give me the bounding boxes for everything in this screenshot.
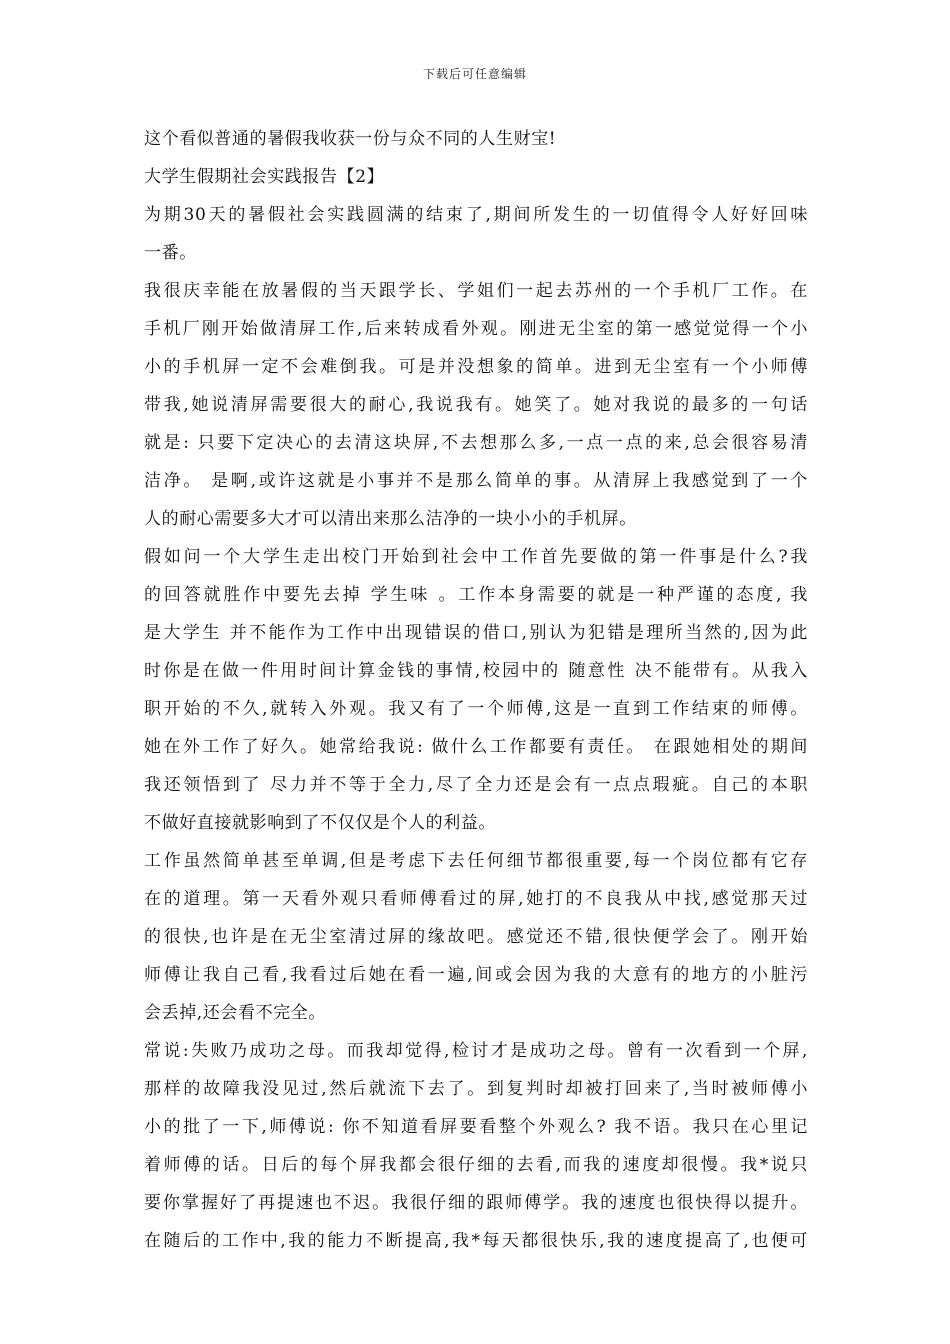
text-line: 常说:失败乃成功之母。而我却觉得,检讨才是成功之母。曾有一次看到一个屏, [144, 1041, 808, 1061]
text-line: 那样的故障我没见过,然后就流下去了。到复判时却被打回来了,当时被师傅小 [144, 1079, 808, 1099]
text-line: 的回答就胜作中要先去掉 学生味 。工作本身需要的就是一种严谨的态度, 我 [144, 585, 808, 605]
text-line: 在随后的工作中,我的能力不断提高,我*每天都很快乐,我的速度提高了,也便可 [144, 1231, 808, 1251]
text-line: 洁净。 是啊,或许这就是小事并不是那么简单的事。从清屏上我感觉到了一个 [144, 471, 808, 491]
text-line: 是大学生 并不能作为工作中出现错误的借口,别认为犯错是理所当然的,因为此 [144, 623, 808, 643]
text-line: 一番。 [144, 243, 197, 263]
page-header: 下载后可任意编辑 [422, 67, 527, 81]
text-line: 会丢掉,还会看不完全。 [144, 1003, 327, 1023]
text-line: 职开始的不久,就转入外观。我又有了一个师傅,这是一直到工作结束的师傅。 [144, 699, 808, 719]
text-line: 着师傅的话。日后的每个屏我都会很仔细的去看,而我的速度却很慢。我*说只 [144, 1155, 808, 1175]
text-line: 我还领悟到了 尽力并不等于全力,尽了全力还是会有一点点瑕疵。自己的本职 [144, 775, 808, 795]
text-line: 的很快,也许是在无尘室清过屏的缘故吧。感觉还不错,很快便学会了。刚开始 [144, 927, 808, 947]
text-line: 她在外工作了好久。她常给我说: 做什么工作都要有责任。 在跟她相处的期间 [144, 737, 808, 757]
text-line: 我很庆幸能在放暑假的当天跟学长、学姐们一起去苏州的一个手机厂工作。在 [144, 281, 808, 301]
text-line: 就是: 只要下定决心的去清这块屏,不去想那么多,一点一点的来,总会很容易清 [144, 433, 808, 453]
text-line: 时你是在做一件用时间计算金钱的事情,校园中的 随意性 决不能带有。从我入 [144, 661, 808, 681]
text-line: 小的手机屏一定不会难倒我。可是并没想象的简单。进到无尘室有一个小师傅 [144, 357, 808, 377]
text-line: 人的耐心需要多大才可以清出来那么洁净的一块小小的手机屏。 [144, 509, 637, 529]
text-line: 小的批了一下,师傅说: 你不知道看屏要看整个外观么? 我不语。我只在心里记 [144, 1117, 808, 1137]
text-line: 手机厂刚开始做清屏工作,后来转成看外观。刚进无尘室的第一感觉觉得一个小 [144, 319, 808, 339]
text-line: 在的道理。第一天看外观只看师傅看过的屏,她打的不良我从中找,感觉那天过 [144, 889, 808, 909]
text-line: 工作虽然简单甚至单调,但是考虑下去任何细节都很重要,每一个岗位都有它存 [144, 851, 808, 871]
text-line: 这个看似普通的暑假我收获一份与众不同的人生财宝! [144, 129, 557, 149]
document-body [144, 122, 808, 1262]
text-line: 要你掌握好了再提速也不迟。我很仔细的跟师傅学。我的速度也很快得以提升。 [144, 1193, 808, 1213]
text-line: 不做好直接就影响到了不仅仅是个人的利益。 [144, 813, 496, 833]
text-line: 带我,她说清屏需要很大的耐心,我说我有。她笑了。她对我说的最多的一句话 [144, 395, 808, 415]
text-line: 为期30天的暑假社会实践圆满的结束了,期间所发生的一切值得令人好好回味 [144, 205, 808, 225]
section-heading: 大学生假期社会实践报告【2】 [144, 167, 385, 187]
text-line: 师傅让我自己看,我看过后她在看一遍,间或会因为我的大意有的地方的小脏污 [144, 965, 808, 985]
text-line: 假如问一个大学生走出校门开始到社会中工作首先要做的第一件事是什么?我 [144, 547, 808, 567]
